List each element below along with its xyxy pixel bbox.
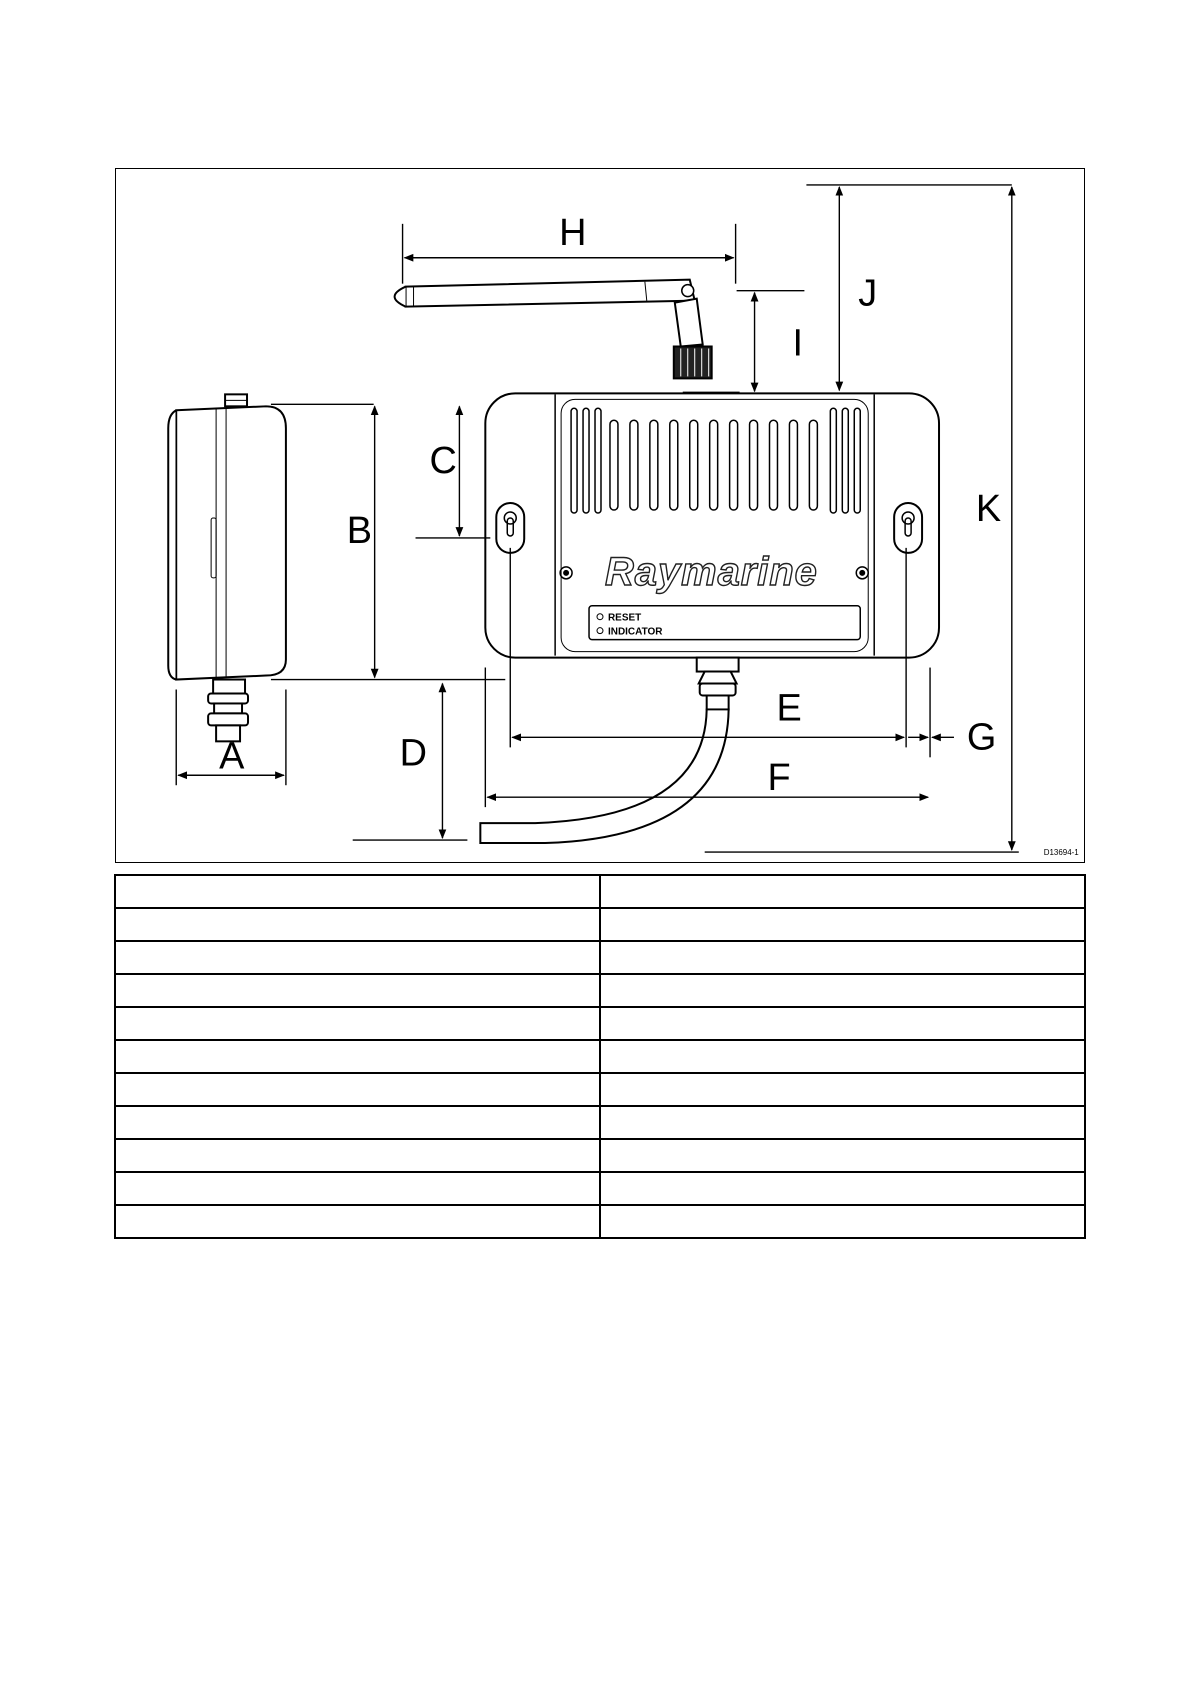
- dim-label-k: K: [975, 487, 1002, 530]
- table-row: [115, 1106, 1085, 1139]
- table-cell-label: [115, 1139, 600, 1172]
- figure-id: D13694-1: [1043, 848, 1079, 858]
- table-cell-label: [115, 1073, 600, 1106]
- table-cell-label: [115, 1172, 600, 1205]
- table-cell-label: [115, 908, 600, 941]
- table-cell-value: [600, 941, 1085, 974]
- table-cell-label: [115, 1007, 600, 1040]
- side-view: [168, 394, 286, 741]
- table-row: [115, 908, 1085, 941]
- table-cell-value: [600, 875, 1085, 908]
- led-reset-label: RESET: [607, 612, 642, 624]
- table-cell-value: [600, 908, 1085, 941]
- table-cell-value: [600, 1172, 1085, 1205]
- table-row: [115, 941, 1085, 974]
- table-row: [115, 1007, 1085, 1040]
- dim-label-i: I: [792, 322, 803, 365]
- dimension-table: [114, 874, 1086, 1239]
- brand-logo: Raymarine: [604, 549, 818, 594]
- table-cell-value: [600, 1040, 1085, 1073]
- dim-label-f: F: [767, 757, 791, 800]
- dim-label-b: B: [346, 509, 372, 552]
- table-row: [115, 974, 1085, 1007]
- dimensions-drawing: [116, 169, 1084, 862]
- dimensions-figure: [115, 168, 1085, 863]
- table-row: [115, 1139, 1085, 1172]
- dim-label-j: J: [858, 272, 878, 315]
- table-cell-value: [600, 1205, 1085, 1238]
- dim-label-h: H: [559, 211, 587, 254]
- table-cell-value: [600, 1007, 1085, 1040]
- table-row: [115, 1073, 1085, 1106]
- table-cell-label: [115, 1205, 600, 1238]
- table-row: [115, 1040, 1085, 1073]
- table-cell-label: [115, 941, 600, 974]
- table-cell-value: [600, 1139, 1085, 1172]
- table-cell-label: [115, 1106, 600, 1139]
- table-row: [115, 1205, 1085, 1238]
- table-cell-label: [115, 974, 600, 1007]
- dim-label-c: C: [429, 440, 457, 483]
- table-cell-value: [600, 974, 1085, 1007]
- table-cell-label: [115, 875, 600, 908]
- table-row: [115, 1172, 1085, 1205]
- table-cell-value: [600, 1073, 1085, 1106]
- table-cell-label: [115, 1040, 600, 1073]
- table-row: [115, 875, 1085, 908]
- led-indicator-label: INDICATOR: [607, 626, 663, 638]
- dim-label-a: A: [219, 735, 245, 778]
- dim-label-g: G: [966, 716, 997, 759]
- table-cell-value: [600, 1106, 1085, 1139]
- dim-label-d: D: [399, 732, 427, 775]
- dim-label-e: E: [776, 687, 802, 730]
